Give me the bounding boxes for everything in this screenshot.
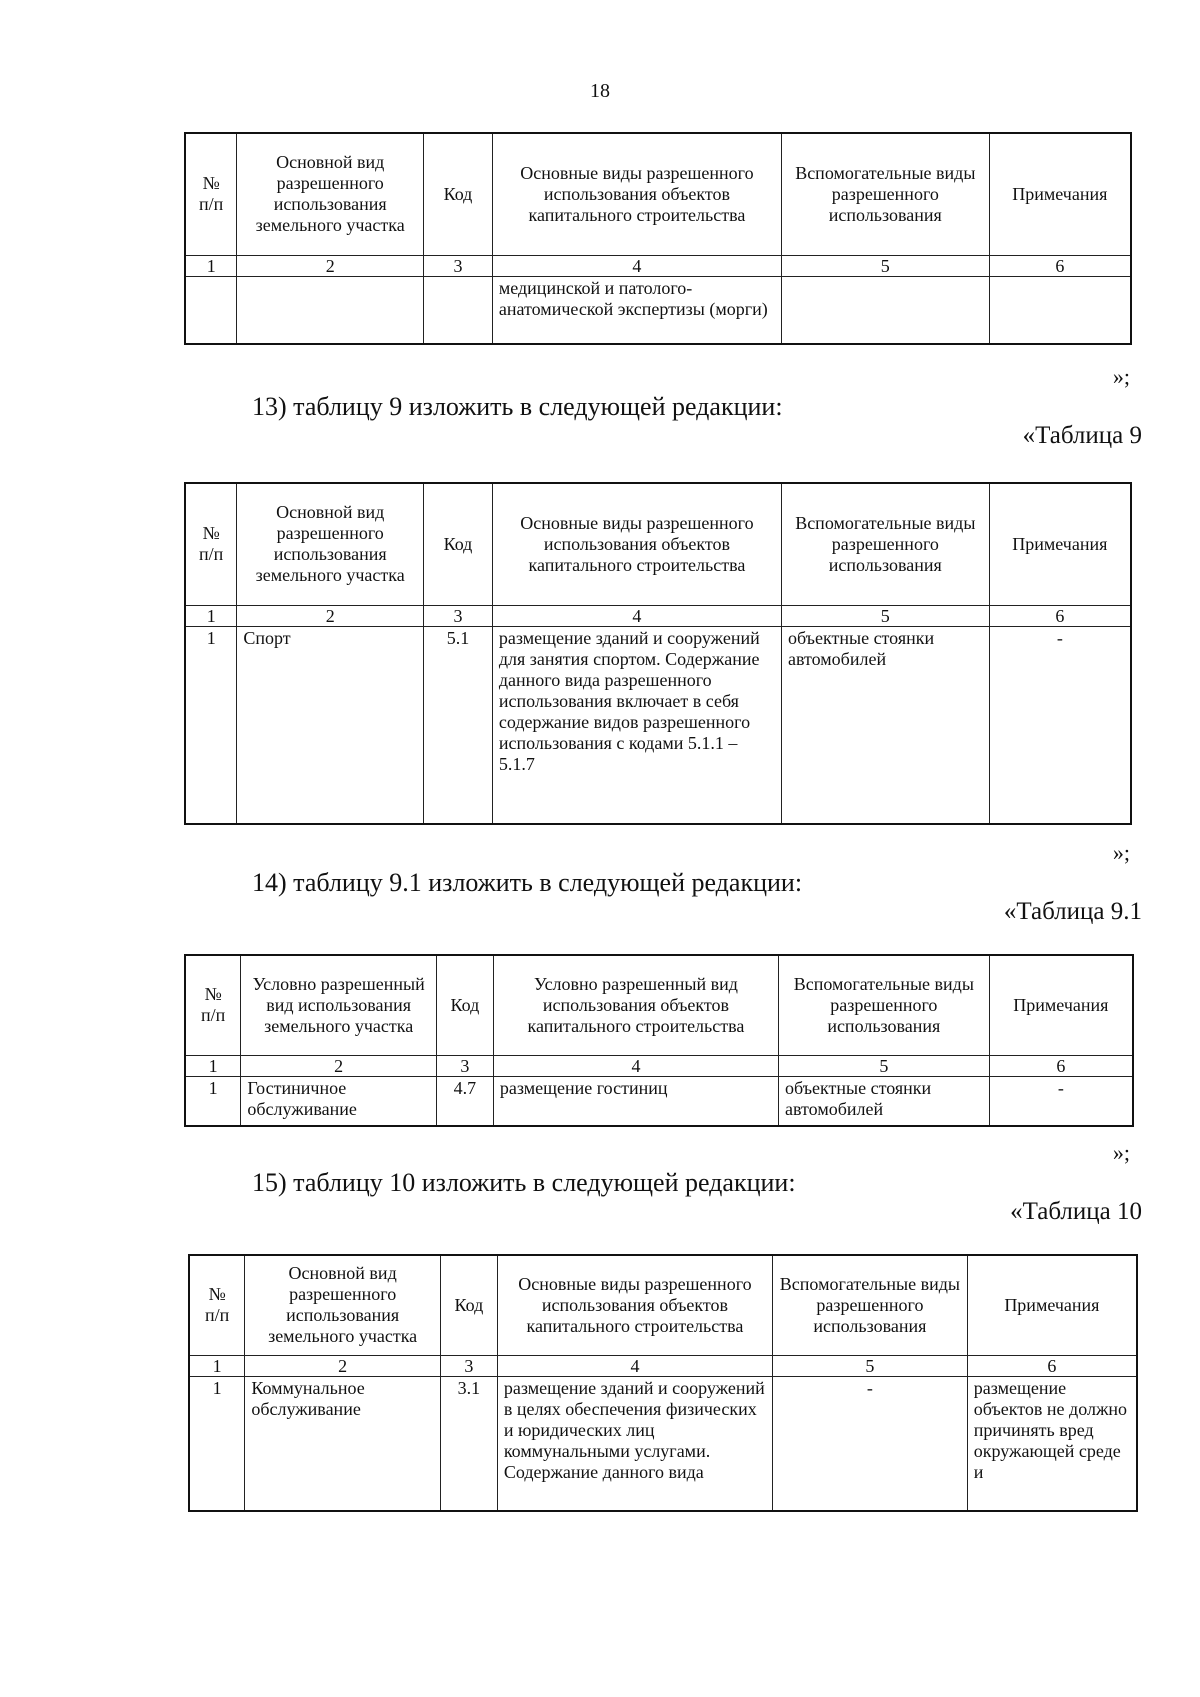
col-number: 1 <box>185 605 237 626</box>
cell-aux-use: объектные стоянки автомобилей <box>779 1076 990 1126</box>
col-number: 4 <box>492 255 781 276</box>
cell-main-use: размещение зданий и сооружений для занятия спортом. Содержание данного вида разрешенного использования включает в себя содержание видов разрешенного использования с кодами 5.1.1 – 5.1.7 <box>492 626 781 824</box>
cell-code: 5.1 <box>424 626 493 824</box>
header-aux-uses: Вспомогательные виды разрешенного использования <box>779 955 990 1055</box>
col-number: 4 <box>493 1055 778 1076</box>
cell-type <box>237 276 424 344</box>
col-number: 3 <box>424 605 493 626</box>
table-header-row <box>185 483 1131 605</box>
table-10-caption: «Таблица 10 <box>1010 1198 1142 1225</box>
cell-notes: - <box>989 626 1131 824</box>
col-number: 1 <box>185 255 237 276</box>
header-land-use-type: Основной вид разрешенного использования земельного участка <box>237 133 424 255</box>
col-number: 6 <box>967 1355 1137 1376</box>
header-aux-uses: Вспомогательные виды разрешенного использования <box>781 133 989 255</box>
col-number: 2 <box>237 605 424 626</box>
col-number: 2 <box>245 1355 441 1376</box>
cell-type: Гостиничное обслуживание <box>241 1076 437 1126</box>
table-row <box>189 1376 1137 1511</box>
table-9-1 <box>184 954 1134 1127</box>
cell-aux-use <box>781 276 989 344</box>
table-header-row <box>185 955 1133 1055</box>
header-main-uses: Основные виды разрешенного использования объектов капитального строительства <box>497 1255 772 1355</box>
header-notes: Примечания <box>967 1255 1137 1355</box>
col-number: 5 <box>773 1355 968 1376</box>
table-row <box>185 1076 1133 1126</box>
closing-mark: »; <box>1112 1140 1130 1165</box>
table-9-1-caption: «Таблица 9.1 <box>1003 898 1142 925</box>
col-number: 5 <box>779 1055 990 1076</box>
table-header-row <box>189 1255 1137 1355</box>
header-code: Код <box>440 1255 497 1355</box>
cell-num: 1 <box>185 626 237 824</box>
table-row <box>185 626 1131 824</box>
col-number: 4 <box>492 605 781 626</box>
col-number: 1 <box>185 1055 241 1076</box>
col-number: 6 <box>989 1055 1133 1076</box>
cell-num <box>185 276 237 344</box>
page-number: 18 <box>590 80 610 102</box>
cell-main-use: медицинской и патолого-анатомической экспертизы (морги) <box>492 276 781 344</box>
cell-aux-use: - <box>773 1376 968 1511</box>
cell-main-use: размещение зданий и сооружений в целях обеспечения физических и юридических лиц коммунальными услугами. Содержание данного вида <box>497 1376 772 1511</box>
header-code: Код <box>424 483 493 605</box>
cell-notes: размещение объектов не должно причинять вред окружающей среде и <box>967 1376 1137 1511</box>
cell-code: 3.1 <box>440 1376 497 1511</box>
col-number: 5 <box>781 605 989 626</box>
column-number-row <box>189 1355 1137 1376</box>
header-num: № п/п <box>189 1255 245 1355</box>
col-number: 6 <box>989 255 1131 276</box>
cell-num: 1 <box>185 1076 241 1126</box>
column-number-row <box>185 605 1131 626</box>
cell-notes <box>989 276 1131 344</box>
header-num: № п/п <box>185 955 241 1055</box>
cell-type: Коммунальное обслуживание <box>245 1376 441 1511</box>
header-num: № п/п <box>185 133 237 255</box>
col-number: 3 <box>440 1355 497 1376</box>
header-main-uses: Условно разрешенный вид использования объектов капитального строительства <box>493 955 778 1055</box>
section-13-text: 13) таблицу 9 изложить в следующей редакции: <box>252 392 783 421</box>
col-number: 3 <box>436 1055 493 1076</box>
cell-notes: - <box>989 1076 1133 1126</box>
col-number: 3 <box>424 255 493 276</box>
header-aux-uses: Вспомогательные виды разрешенного использования <box>773 1255 968 1355</box>
header-main-uses: Основные виды разрешенного использования объектов капитального строительства <box>492 133 781 255</box>
col-number: 6 <box>989 605 1131 626</box>
table-header-row <box>185 133 1131 255</box>
col-number: 2 <box>237 255 424 276</box>
header-main-uses: Основные виды разрешенного использования объектов капитального строительства <box>492 483 781 605</box>
header-code: Код <box>424 133 493 255</box>
header-aux-uses: Вспомогательные виды разрешенного использования <box>781 483 989 605</box>
table-10 <box>188 1254 1138 1512</box>
section-15-text: 15) таблицу 10 изложить в следующей редакции: <box>252 1168 796 1197</box>
col-number: 5 <box>781 255 989 276</box>
col-number: 1 <box>189 1355 245 1376</box>
header-notes: Примечания <box>989 133 1131 255</box>
cell-main-use: размещение гостиниц <box>493 1076 778 1126</box>
header-land-use-type: Основной вид разрешенного использования земельного участка <box>237 483 424 605</box>
column-number-row <box>185 1055 1133 1076</box>
table-9 <box>184 482 1132 825</box>
section-14-text: 14) таблицу 9.1 изложить в следующей редакции: <box>252 868 803 897</box>
header-num: № п/п <box>185 483 237 605</box>
table-9-caption: «Таблица 9 <box>1022 422 1142 449</box>
cell-code <box>424 276 493 344</box>
header-notes: Примечания <box>989 955 1133 1055</box>
col-number: 4 <box>497 1355 772 1376</box>
cell-num: 1 <box>189 1376 245 1511</box>
closing-mark: »; <box>1112 840 1130 865</box>
cell-aux-use: объектные стоянки автомобилей <box>781 626 989 824</box>
header-land-use-type: Условно разрешенный вид использования земельного участка <box>241 955 437 1055</box>
table-row <box>185 276 1131 344</box>
header-code: Код <box>436 955 493 1055</box>
cell-code: 4.7 <box>436 1076 493 1126</box>
cell-type: Спорт <box>237 626 424 824</box>
closing-mark: »; <box>1112 364 1130 389</box>
header-land-use-type: Основной вид разрешенного использования земельного участка <box>245 1255 441 1355</box>
col-number: 2 <box>241 1055 437 1076</box>
table-continuation <box>184 132 1132 345</box>
column-number-row <box>185 255 1131 276</box>
header-notes: Примечания <box>989 483 1131 605</box>
